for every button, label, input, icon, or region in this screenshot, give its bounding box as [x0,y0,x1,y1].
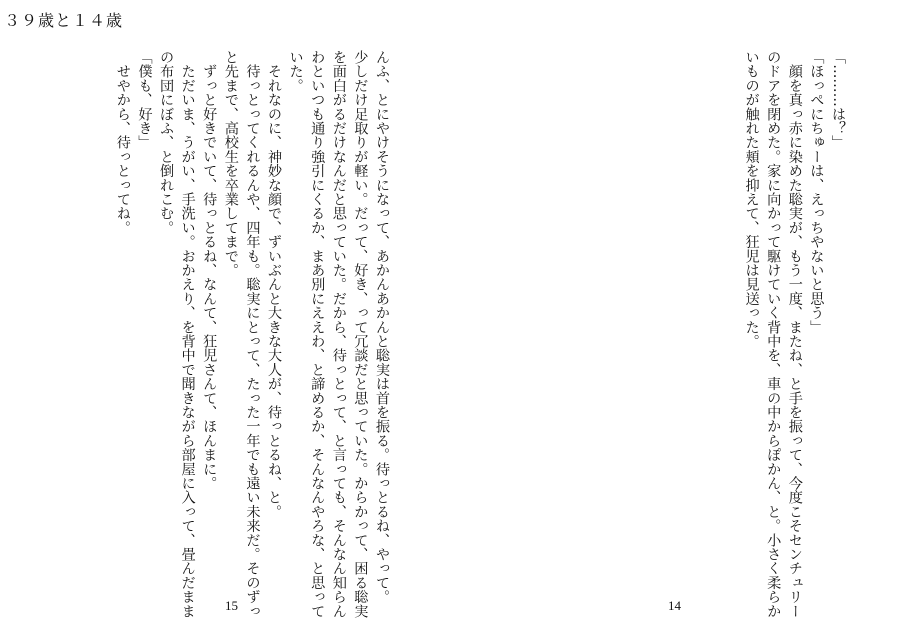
text-line: いものが触れた頬を抑えて、狂児は見送った。 [743,50,760,349]
text-line: わといつも通り強引にくるか、まあ別にええわ、と諦めるか、そんなんやろな、と思って [309,50,326,618]
right-page [450,0,900,634]
text-line: の布団にぼふ、と倒れこむ。 [158,50,175,235]
text-line: 少しだけ足取りが軽い。だって、好き、って冗談だと思っていた。からかって、困る聡実 [352,50,369,618]
page-number: 15 [225,598,238,613]
text-line: 「ほっぺにちゅーは、えっちやないと思う」 [808,50,825,334]
text-line: 待っとってくれるんや、四年も。聡実にとって、たった一年でも遠い未来だ。そのずっ [244,50,261,618]
text-line: 顔を真っ赤に染めた聡実が、もう一度、またね、と手を振って、今度こそセンチュリー [786,50,803,618]
text-line: のドアを閉めた。家に向かって駆けていく背中を、車の中からぽかん、と。小さく柔らか [765,50,782,618]
text-line: せやから、待っとってね。 [114,50,131,235]
page-number: 14 [668,598,681,613]
text-line: を面白がるだけなんだと思っていた。だから、待っとって、と言っても、そんなん知らん [330,50,347,618]
text-line: いた。 [287,50,304,93]
text-line: 「僕も、好き」 [136,50,153,150]
text-line: それなのに、神妙な顔で、ずいぶんと大きな大人が、待っとるね、と。 [266,50,283,519]
text-line: ただいま、うがい、手洗い。おかえり、を背中で聞きながら部屋に入って、畳んだまま [179,50,196,618]
text-line: 「………は？」 [830,50,846,150]
text-line: と先まで、高校生を卒業してまで。 [222,50,239,278]
book-title-header: ３９歳と１４歳 [4,11,124,30]
text-line: んふ、とにやけそうになって、あかんあかんと聡実は首を振る。待っとるね、やって。 [374,50,390,604]
text-line: ずっと好きでいて、待っとるね、なんて、狂児さんて、ほんまに。 [201,50,218,491]
